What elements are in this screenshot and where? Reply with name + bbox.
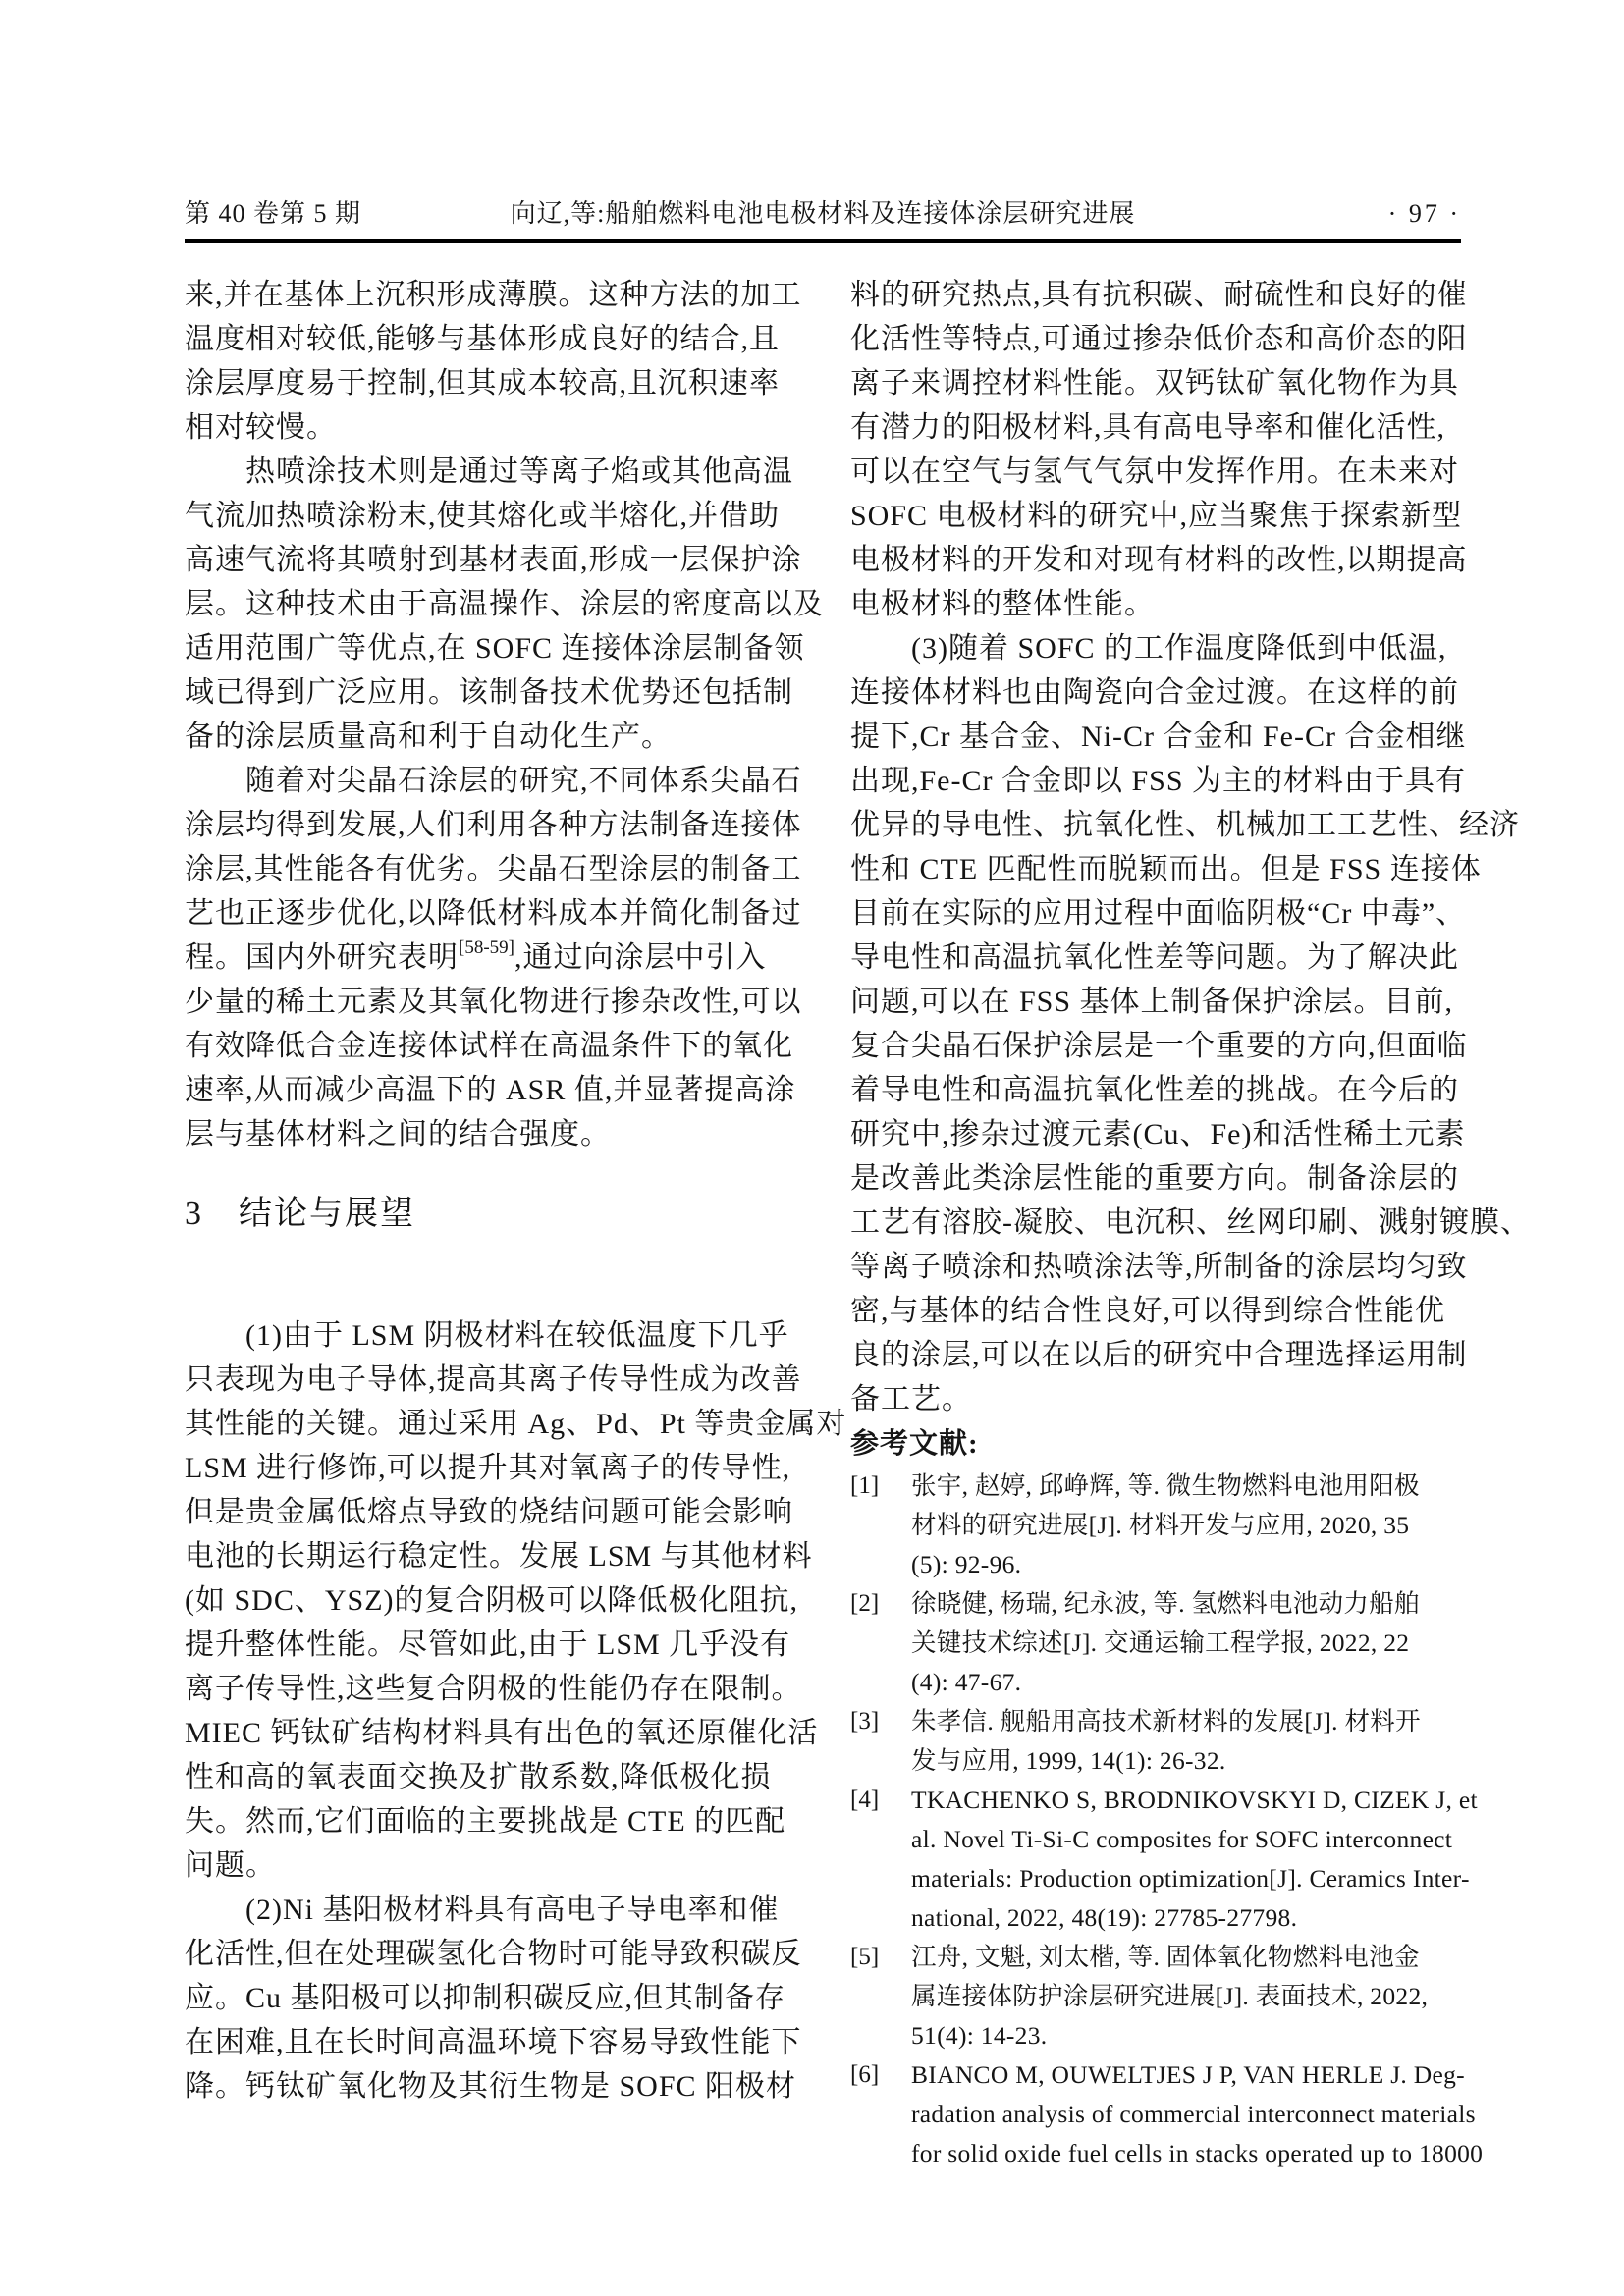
body-line: SOFC 电极材料的研究中,应当聚焦于探索新型	[850, 500, 1463, 532]
body-line: 在困难,且在长时间高温环境下容易导致性能下	[185, 2026, 802, 2058]
body-line-with-citation	[185, 935, 795, 980]
body-line: (2)Ni 基阳极材料具有高电子导电率和催	[185, 1894, 780, 1926]
body-line: 速率,从而减少高温下的 ASR 值,并显著提高涂	[185, 1074, 796, 1106]
reference-line: (5): 92-96.	[911, 1550, 1022, 1578]
body-line: 复合尖晶石保护涂层是一个重要的方向,但面临	[850, 1030, 1468, 1062]
body-line: 有效降低合金连接体试样在高温条件下的氧化	[185, 1030, 793, 1062]
body-line: 但是贵金属低熔点导致的烧结问题可能会影响	[185, 1496, 793, 1528]
journal-issue: 第 40 卷第 5 期	[185, 199, 362, 228]
body-line: 可以在空气与氢气气氛中发挥作用。在未来对	[850, 455, 1459, 488]
body-line: 随着对尖晶石涂层的研究,不同体系尖晶石	[185, 765, 802, 797]
body-line: LSM 进行修饰,可以提升其对氧离子的传导性,	[185, 1452, 791, 1484]
reference-line: 发与应用, 1999, 14(1): 26-32.	[911, 1746, 1226, 1775]
body-line: 涂层厚度易于控制,但其成本较高,且沉积速率	[185, 367, 780, 400]
body-line: 只表现为电子导体,提高其离子传导性成为改善	[185, 1363, 802, 1396]
reference-line: materials: Production optimization[J]. Ceramics Inter-	[911, 1864, 1470, 1893]
reference-line: (4): 47-67.	[911, 1668, 1022, 1696]
body-line: 应。Cu 基阳极可以抑制积碳反应,但其制备存	[185, 1982, 786, 2014]
references-heading: 参考文献:	[850, 1428, 979, 1460]
body-line: MIEC 钙钛矿结构材料具有出色的氧还原催化活	[185, 1717, 819, 1749]
right-column	[850, 273, 1531, 2173]
reference-item	[850, 1584, 1461, 1702]
reference-label: [3]	[850, 1708, 880, 1735]
reference-line: 朱孝信. 舰船用高技术新材料的发展[J]. 材料开	[911, 1707, 1421, 1735]
two-column-body	[185, 273, 1531, 2173]
left-column	[185, 273, 847, 2173]
text-block-2	[185, 980, 802, 1156]
body-line: 料的研究热点,具有抗积碳、耐硫性和良好的催	[850, 279, 1468, 311]
reference-item	[850, 1702, 1461, 1781]
body-line: (如 SDC、YSZ)的复合阴极可以降低极化阻抗,	[185, 1584, 799, 1617]
reference-line: radation analysis of commercial interconnect materials	[911, 2100, 1476, 2128]
body-line: 问题。	[185, 1849, 276, 1882]
body-line: 电池的长期运行稳定性。发展 LSM 与其他材料	[185, 1540, 813, 1573]
body-line: 适用范围广等优点,在 SOFC 连接体涂层制备领	[185, 632, 805, 665]
body-line: 优异的导电性、抗氧化性、机械加工工艺性、经济	[850, 809, 1520, 841]
reference-text	[911, 1702, 1461, 1781]
reference-item	[850, 1781, 1478, 1938]
reference-line: national, 2022, 48(19): 27785-27798.	[911, 1903, 1298, 1932]
body-line: 备工艺。	[850, 1383, 972, 1415]
reference-text	[911, 1781, 1478, 1938]
body-line: 化活性,但在处理碳氢化合物时可能导致积碳反	[185, 1938, 802, 1970]
body-line: 离子来调控材料性能。双钙钛矿氧化物作为具	[850, 367, 1459, 400]
reference-item	[850, 2056, 1484, 2173]
reference-text	[911, 1467, 1461, 1584]
body-line: 性和 CTE 匹配性而脱颖而出。但是 FSS 连接体	[850, 853, 1482, 885]
section-heading	[185, 1186, 795, 1243]
reference-line: 江舟, 文魁, 刘太楷, 等. 固体氧化物燃料电池金	[911, 1943, 1420, 1971]
body-line: (1)由于 LSM 阴极材料在较低温度下几乎	[185, 1319, 789, 1352]
reference-label: [2]	[850, 1590, 880, 1617]
body-line: 来,并在基体上沉积形成薄膜。这种方法的加工	[185, 279, 802, 311]
body-line: 降。钙钛矿氧化物及其衍生物是 SOFC 阳极材	[185, 2070, 797, 2103]
body-line: 出现,Fe-Cr 合金即以 FSS 为主的材料由于具有	[850, 765, 1467, 797]
body-line: 导电性和高温抗氧化性差等问题。为了解决此	[850, 941, 1459, 974]
reference-line: 徐晓健, 杨瑞, 纪永波, 等. 氢燃料电池动力船舶	[911, 1589, 1420, 1618]
reference-line: BIANCO M, OUWELTJES J P, VAN HERLE J. Deg-	[911, 2060, 1465, 2089]
body-line: 热喷涂技术则是通过等离子焰或其他高温	[185, 455, 793, 488]
body-line: 电极材料的整体性能。	[850, 588, 1155, 620]
reference-line: al. Novel Ti-Si-C composites for SOFC interconnect	[911, 1825, 1453, 1853]
body-line: 层。这种技术由于高温操作、涂层的密度高以及	[185, 588, 824, 620]
body-line: 有潜力的阳极材料,具有高电导率和催化活性,	[850, 411, 1445, 444]
content-area	[185, 192, 1531, 2173]
body-line: 层与基体材料之间的结合强度。	[185, 1118, 611, 1150]
body-line: 气流加热喷涂粉末,使其熔化或半熔化,并借助	[185, 500, 780, 532]
body-line: 电极材料的开发和对现有材料的改性,以期提高	[850, 544, 1468, 576]
reference-line: 属连接体防护涂层研究进展[J]. 表面技术, 2022,	[911, 1982, 1429, 2010]
reference-line: 关键技术综述[J]. 交通运输工程学报, 2022, 22	[911, 1629, 1410, 1657]
body-line: 研究中,掺杂过渡元素(Cu、Fe)和活性稀土元素	[850, 1118, 1466, 1150]
body-line: 等离子喷涂和热喷涂法等,所制备的涂层均匀致	[850, 1251, 1468, 1283]
reference-line: for solid oxide fuel cells in stacks operated up to 18000	[911, 2139, 1484, 2167]
body-line: 备的涂层质量高和利于自动化生产。	[185, 721, 672, 753]
body-line: 化活性等特点,可通过掺杂低价态和高价态的阳	[850, 323, 1468, 355]
reference-item	[850, 1938, 1461, 2056]
body-line: 其性能的关键。通过采用 Ag、Pd、Pt 等贵金属对	[185, 1408, 847, 1440]
reference-text	[911, 1938, 1461, 2056]
body-line: 涂层,其性能各有优劣。尖晶石型涂层的制备工	[185, 853, 802, 885]
reference-line: 51(4): 14-23.	[911, 2021, 1048, 2050]
body-line: 高速气流将其喷射到基材表面,形成一层保护涂	[185, 544, 802, 576]
body-line: 良的涂层,可以在以后的研究中合理选择运用制	[850, 1339, 1468, 1371]
reference-label: [1]	[850, 1472, 880, 1499]
reference-line: TKACHENKO S, BRODNIKOVSKYI D, CIZEK J, et	[911, 1786, 1478, 1814]
reference-text	[911, 1584, 1461, 1702]
body-line: 着导电性和高温抗氧化性差的挑战。在今后的	[850, 1074, 1459, 1106]
page-header	[185, 192, 1461, 236]
body-line: 离子传导性,这些复合阴极的性能仍存在限制。	[185, 1673, 802, 1705]
body-line: 温度相对较低,能够与基体形成良好的结合,且	[185, 323, 780, 355]
section-number: 3	[185, 1196, 203, 1232]
citation-pre-text: 程。国内外研究表明	[185, 941, 459, 974]
reference-label: [4]	[850, 1787, 880, 1813]
body-line: 少量的稀土元素及其氧化物进行掺杂改性,可以	[185, 986, 802, 1018]
text-block-1	[185, 273, 824, 935]
body-line: 性和高的氧表面交换及扩散系数,降低极化损	[185, 1761, 772, 1793]
citation-post-text: ,通过向涂层中引入	[514, 941, 767, 974]
page-number: · 97 ·	[1387, 199, 1461, 228]
body-line: 工艺有溶胶-凝胶、电沉积、丝网印刷、溅射镀膜、	[850, 1206, 1531, 1239]
body-line: 提升整体性能。尽管如此,由于 LSM 几乎没有	[185, 1629, 791, 1661]
reference-item	[850, 1467, 1461, 1584]
reference-line: 材料的研究进展[J]. 材料开发与应用, 2020, 35	[911, 1511, 1410, 1539]
body-line: 相对较慢。	[185, 411, 337, 444]
reference-line: 张宇, 赵婷, 邱峥辉, 等. 微生物燃料电池用阳极	[911, 1471, 1420, 1500]
reference-label: [6]	[850, 2061, 880, 2088]
body-line: (3)随着 SOFC 的工作温度降低到中低温,	[850, 632, 1447, 665]
reference-label: [5]	[850, 1944, 880, 1970]
body-line: 艺也正逐步优化,以降低材料成本并简化制备过	[185, 897, 802, 930]
text-block-3	[185, 1313, 847, 2109]
citation-superscript: [58-59]	[459, 937, 514, 958]
body-line: 是改善此类涂层性能的重要方向。制备涂层的	[850, 1162, 1459, 1195]
body-line: 涂层均得到发展,人们利用各种方法制备连接体	[185, 809, 802, 841]
body-line: 连接体材料也由陶瓷向合金过渡。在这样的前	[850, 676, 1459, 709]
reference-text	[911, 2056, 1483, 2173]
body-line: 密,与基体的结合性良好,可以得到综合性能优	[850, 1295, 1445, 1327]
section-title: 结论与展望	[239, 1196, 415, 1232]
header-rule	[185, 239, 1461, 243]
body-line: 目前在实际的应用过程中面临阴极“Cr 中毒”、	[850, 897, 1467, 930]
body-line: 失。然而,它们面临的主要挑战是 CTE 的匹配	[185, 1805, 786, 1838]
body-line: 域已得到广泛应用。该制备技术优势还包括制	[185, 676, 793, 709]
body-line: 提下,Cr 基合金、Ni-Cr 合金和 Fe-Cr 合金相继	[850, 721, 1467, 753]
running-title: 向辽,等:船舶燃料电池电极材料及连接体涂层研究进展	[510, 199, 1136, 228]
text-block-4	[850, 273, 1531, 1421]
body-line: 问题,可以在 FSS 基体上制备保护涂层。目前,	[850, 986, 1454, 1018]
